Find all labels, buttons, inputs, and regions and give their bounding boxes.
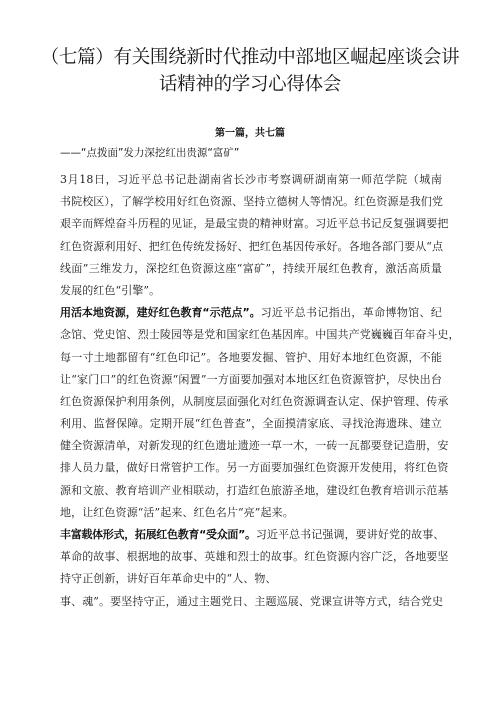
text-run: 艰辛而辉煌奋斗历程的见证，是最宝贵的精神财富。习近平总书记反复强调要把 <box>60 217 449 231</box>
paragraph-2-line <box>60 302 442 324</box>
text-run: 让“家门口”的红色资源“闲置”一方面要加强对本地区红色资源管护，尽快出台 <box>60 372 442 386</box>
text-run: 地，让红色资源“活”起来、红色名片“亮”起来。 <box>60 505 294 519</box>
paragraph-2-line <box>60 435 449 457</box>
text-run: 线面”三维发力，深挖红色资源这座“富矿”，持续开展红色教育，激活高质量 <box>60 261 442 275</box>
text-run: 书院校区），了解学校用好红色资源、坚持立德树人等情况。红色资源是我们党 <box>60 195 443 209</box>
paragraph-1-line <box>60 191 442 213</box>
text-run: 念馆、党史馆、烈士陵园等是党和国家红色基因库。中国共产党巍巍百年奋斗史， <box>60 328 460 342</box>
paragraph-2-line <box>60 391 449 413</box>
text-run: 每一寸土地都留有“红色印记”。各地要发掘、管护、用好本地红色资源，不能 <box>60 350 442 364</box>
text-run: 3月18日，习近平总书记赴湖南省长沙市考察调研湖南第一师范学院（城南 <box>60 173 442 186</box>
article-body <box>60 169 460 613</box>
text-run: 习近平总书记强调，要讲好党的故事、 <box>255 528 445 541</box>
paragraph-2-line <box>60 347 442 369</box>
text-run: 发展的红色“引擎”。 <box>60 283 161 297</box>
article-subtitle: ——“点拨面”发力深挖红出贵源“富矿” <box>60 147 240 159</box>
paragraph-3-line <box>60 524 445 546</box>
paragraph-2-line <box>60 502 442 524</box>
text-run: 红色资源利用好、把红色传统发扬好、把红色基因传承好。各地各部门要从“点 <box>60 239 444 253</box>
text-run: 习近平总书记指出，革命博物馆、纪 <box>260 306 442 320</box>
paragraph-1-line <box>60 258 442 280</box>
text-run: 持守正创新，讲好百年革命史中的“人、物、 <box>60 572 277 586</box>
paragraph-1-line <box>60 236 442 258</box>
title-line-2: 话精神的学习心得体会 <box>158 74 341 95</box>
paragraph-3-line <box>60 568 442 590</box>
paragraph-3-line <box>60 546 449 568</box>
paragraph-2-line <box>60 457 449 479</box>
paragraph-2-line <box>60 480 449 502</box>
paragraph-2-line <box>60 369 442 391</box>
paragraph-3-line <box>60 591 442 613</box>
text-run: 排人员力量，做好日常管护工作。另一方面要加强红色资源开发使用，将红色资 <box>60 461 449 475</box>
text-run: 健全资源清单，对新发现的红色遗址遗迹一草一木，一砖一瓦都要登记造册，安 <box>60 439 449 453</box>
paragraph-1-line <box>60 213 449 235</box>
text-run: 红色资源保护利用条例，从制度层面强化对红色资源调查认定、保护管理、传承 <box>60 394 449 408</box>
paragraph-3-lead: 丰富载体形式，拓展红色教育“受众面”。 <box>60 528 256 541</box>
section-heading: 第一篇，共七篇 <box>215 128 285 139</box>
paragraph-1-line <box>60 280 442 302</box>
paragraph-2-lead: 用活本地资源，建好红色教育“示范点”。 <box>60 306 261 320</box>
text-run: 利用、监督保障。定期开展“红色普查”，全面摸清家底、寻找沧海遗珠、建立 <box>60 417 442 431</box>
text-run: 源和文旅、教育培训产业相联动，打造红色旅游圣地，建设红色教育培训示范基 <box>60 483 449 497</box>
text-run: 革命的故事、根据地的故事、英雄和烈士的故事。红色资源内容广泛，各地要坚 <box>60 550 449 564</box>
text-run: 事、魂”。要坚持守正，通过主题党日、主题巡展、党课宣讲等方式，结合党史 <box>60 594 444 608</box>
paragraph-1-line <box>60 169 442 191</box>
paragraph-2-line <box>60 413 442 435</box>
document-title <box>40 44 460 98</box>
paragraph-2-line <box>60 324 460 346</box>
title-line-1: （七篇）有关围绕新时代推动中部地区崛起座谈会讲 <box>40 47 460 68</box>
